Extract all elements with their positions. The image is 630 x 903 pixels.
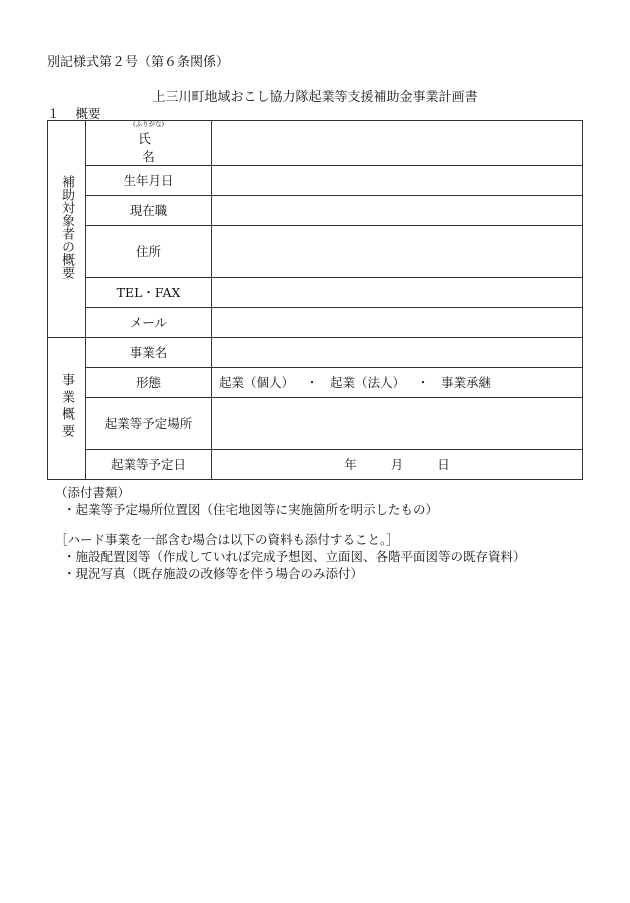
option-succession[interactable]: 事業承継 [441,375,492,390]
planned-date-label: 起業等予定日 [86,449,212,479]
option-separator: ・ [416,375,430,390]
section-number: １ [47,106,60,121]
option-separator: ・ [305,375,319,390]
planned-date-field[interactable] [212,449,583,479]
form-id: 別記様式第２号（第６条関係） [47,55,230,70]
current-job-field[interactable] [212,195,583,225]
address-field[interactable] [212,225,583,277]
name-label-text: 氏名 [138,130,163,164]
business-overview-text: 事業概要 [59,372,74,441]
attachments-heading: （添付書類） [55,485,131,500]
hard-business-item: ・施設配置図等（作成していれば完成予想図、立面図、各階平面図等の既存資料） [63,549,526,564]
email-label: メール [86,307,212,337]
hard-business-item: ・現況写真（既存施設の改修等を伴う場合のみ添付） [63,566,364,581]
option-individual[interactable]: 起業（個人） [219,375,295,390]
year-label: 年 [344,457,357,472]
birthdate-field[interactable] [212,165,583,195]
business-form-options [212,367,583,397]
furigana-label: (ふりがな) [132,120,165,128]
month-label: 月 [390,457,404,472]
address-label: 住所 [86,225,212,277]
current-job-label: 現在職 [86,195,212,225]
attachments-section [55,484,438,518]
business-name-field[interactable] [212,337,583,367]
document-title: 上三川町地域おこし協力隊起業等支援補助金事業計画書 [152,90,478,105]
applicant-overview-text: 補助対象者の概要 [59,175,74,280]
hard-business-heading: ［ハード事業を一部含む場合は以下の資料も添付すること。］ [55,532,399,547]
tel-fax-label: TEL・FAX [86,277,212,307]
attachment-item: ・起業等予定場所位置図（住宅地図等に実施箇所を明示したもの） [63,502,439,517]
planned-place-field[interactable] [212,397,583,449]
business-name-label: 事業名 [86,337,212,367]
hard-business-section [55,531,526,582]
tel-fax-field[interactable] [212,277,583,307]
option-corporate[interactable]: 起業（法人） [330,375,406,390]
name-field[interactable] [212,121,583,166]
section-label: 概要 [75,106,101,121]
name-label [86,121,212,166]
day-label: 日 [437,457,450,472]
planned-place-label: 起業等予定場所 [86,397,212,449]
business-overview-label [48,337,86,479]
email-field[interactable] [212,307,583,337]
overview-table [47,120,583,480]
birthdate-label: 生年月日 [86,165,212,195]
business-form-label: 形態 [86,367,212,397]
applicant-overview-label [48,121,86,338]
